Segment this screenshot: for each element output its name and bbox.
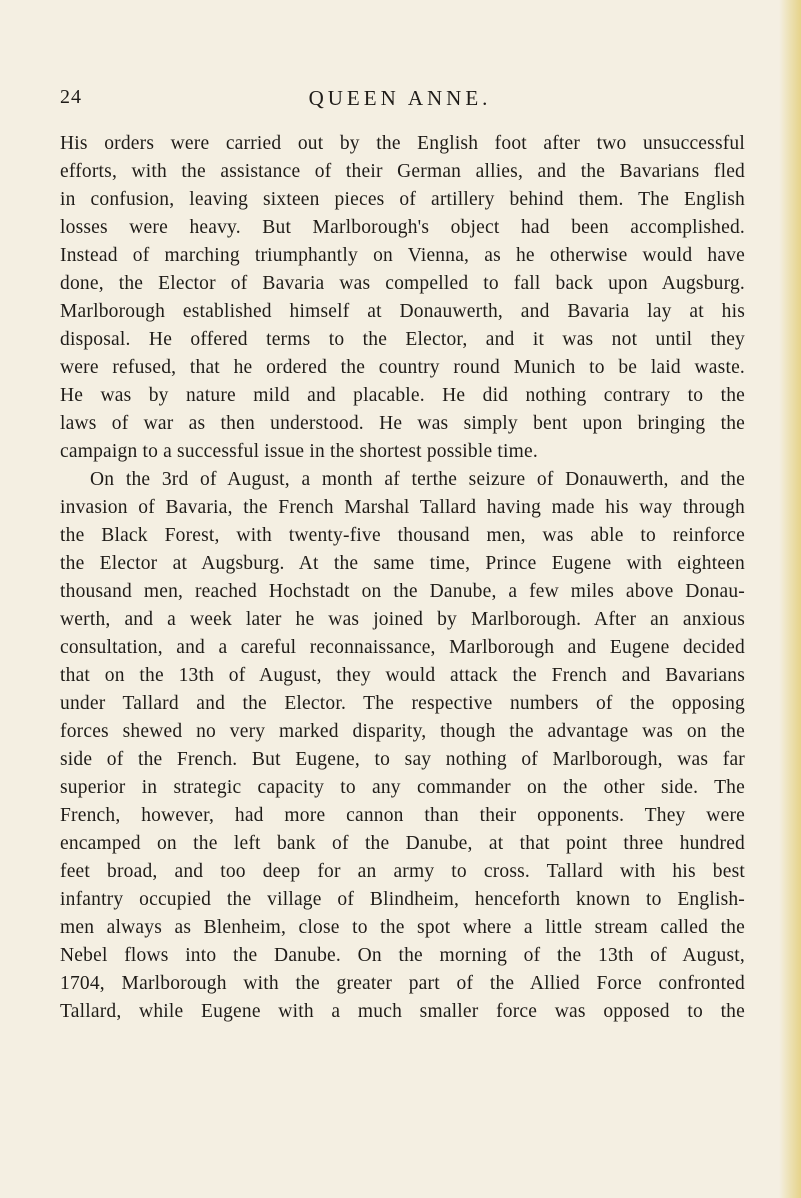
page-number: 24 bbox=[60, 86, 82, 108]
paragraph-2 bbox=[60, 466, 745, 1026]
running-head: QUEEN ANNE. bbox=[308, 86, 492, 110]
text-line: consultation, and a careful reconnaissance, Marlborough and Eugene decided bbox=[60, 637, 745, 658]
text-line: On the 3rd of August, a month af terthe seizure of Donauwerth, and the bbox=[90, 469, 745, 490]
text-line: laws of war as then understood. He was simply bent upon bringing the bbox=[60, 413, 745, 434]
text-line: that on the 13th of August, they would attack the French and Bavarians bbox=[60, 665, 745, 686]
text-line: Nebel flows into the Danube. On the morning of the 13th of August, bbox=[60, 945, 745, 966]
text-line: the Elector at Augsburg. At the same time, Prince Eugene with eighteen bbox=[60, 553, 745, 574]
text-line: Marlborough established himself at Donauwerth, and Bavaria lay at his bbox=[60, 301, 745, 322]
text-line: forces shewed no very marked disparity, though the advantage was on the bbox=[60, 721, 745, 742]
text-line: superior in strategic capacity to any commander on the other side. The bbox=[60, 777, 745, 798]
text-line: efforts, with the assistance of their German allies, and the Bavarians fled bbox=[60, 161, 745, 182]
text-line: His orders were carried out by the English foot after two unsuccessful bbox=[60, 133, 745, 154]
text-line: French, however, had more cannon than their opponents. They were bbox=[60, 805, 745, 826]
text-line: done, the Elector of Bavaria was compelled to fall back upon Augsburg. bbox=[60, 273, 745, 294]
paragraph-1 bbox=[60, 130, 745, 466]
text-line: invasion of Bavaria, the French Marshal Tallard having made his way through bbox=[60, 497, 745, 518]
text-line: thousand men, reached Hochstadt on the Danube, a few miles above Donau- bbox=[60, 581, 745, 602]
text-line: Instead of marching triumphantly on Vienna, as he otherwise would have bbox=[60, 245, 745, 266]
text-line: infantry occupied the village of Blindheim, henceforth known to English- bbox=[60, 889, 745, 910]
text-line: disposal. He offered terms to the Elector, and it was not until they bbox=[60, 329, 745, 350]
text-line: 1704, Marlborough with the greater part of the Allied Force confronted bbox=[60, 973, 745, 994]
page-edge-tint bbox=[779, 0, 801, 1198]
text-line: in confusion, leaving sixteen pieces of artillery behind them. The English bbox=[60, 189, 745, 210]
text-line: Tallard, while Eugene with a much smaller force was opposed to the bbox=[60, 1001, 745, 1022]
text-line: losses were heavy. But Marlborough's object had been accomplished. bbox=[60, 217, 745, 238]
text-line: werth, and a week later he was joined by Marlborough. After an anxious bbox=[60, 609, 745, 630]
body-text bbox=[60, 130, 745, 1026]
text-line: were refused, that he ordered the country round Munich to be laid waste. bbox=[60, 357, 745, 378]
text-line: campaign to a successful issue in the shortest possible time. bbox=[60, 441, 538, 462]
text-line: the Black Forest, with twenty-five thousand men, was able to reinforce bbox=[60, 525, 745, 546]
page-header bbox=[60, 86, 740, 116]
text-line: under Tallard and the Elector. The respective numbers of the opposing bbox=[60, 693, 745, 714]
text-line: feet broad, and too deep for an army to cross. Tallard with his best bbox=[60, 861, 745, 882]
text-line: side of the French. But Eugene, to say nothing of Marlborough, was far bbox=[60, 749, 745, 770]
text-line: encamped on the left bank of the Danube, at that point three hundred bbox=[60, 833, 745, 854]
text-line: He was by nature mild and placable. He did nothing contrary to the bbox=[60, 385, 745, 406]
text-line: men always as Blenheim, close to the spot where a little stream called the bbox=[60, 917, 745, 938]
